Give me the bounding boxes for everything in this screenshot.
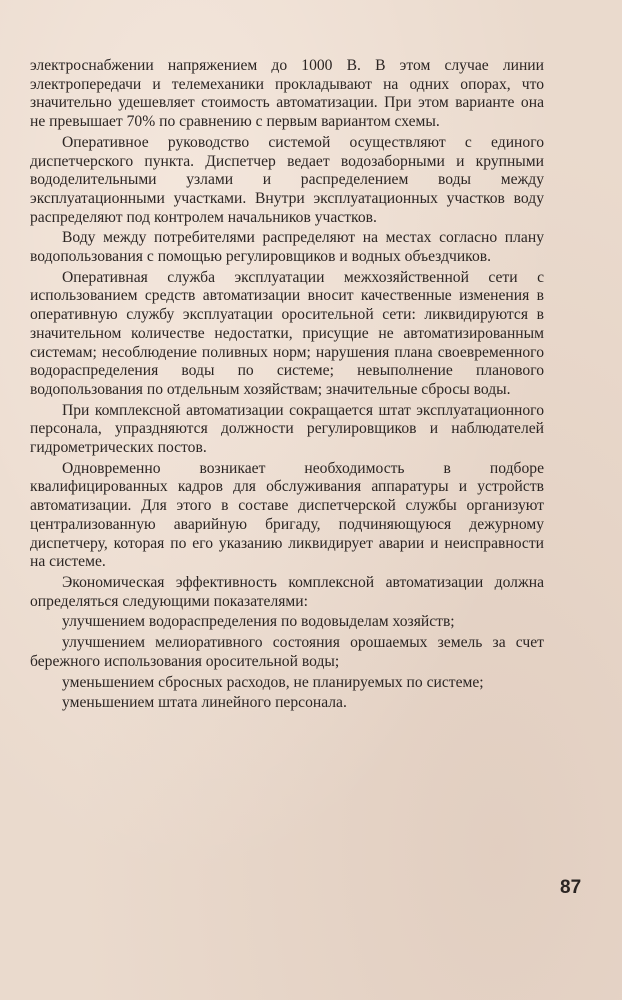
list-item: уменьшением сбросных расходов, не планируемых по системе; xyxy=(62,673,484,691)
list-item: улучшением мелиоративного состояния орошаемых земель за счет бережного использования оросительной воды; xyxy=(30,634,544,670)
paragraph: При комплексной автоматизации сокращается штат эксплуатационного персонала, упраздняются должности регулировщиков и наблюдателей гидрометрических постов. xyxy=(30,401,544,457)
paragraph: Оперативное руководство системой осуществляют с единого диспетчерского пункта. Диспетчер ведает водозаборными и крупными вододелительными узлами и распределением воды между эксплуатационными участками. Внутри эксплуатационных участков воду распределяют под контролем начальников участков. xyxy=(30,133,544,226)
body-text xyxy=(30,57,544,713)
paragraph: Одновременно возникает необходимость в подборе квалифицированных кадров для обслуживания аппаратуры и устройств автоматизации. Для этого в составе диспетчерской службы организуют централизованную аварийную бригаду, подчиняющуюся дежурному диспетчеру, которая по его указанию ликвидирует аварии и неисправности на системе. xyxy=(30,459,544,571)
paragraph-continuation: электроснабжении напряжением до 1000 В. В этом случае линии электропередачи и телемеханики прокладывают на одних опорах, что значительно удешевляет стоимость автоматизации. При этом варианте она не превышает 70% по сравнению с первым вариантом схемы. xyxy=(30,57,544,131)
list-item: уменьшением штата линейного персонала. xyxy=(62,694,347,712)
paragraph: Оперативная служба эксплуатации межхозяйственной сети с использованием средств автоматизации вносит качественные изменения в оперативную службу эксплуатации оросительной сети: ликвидируются в значительном количестве недостатки, присущие не автоматизированным системам; несоблюдение поливных норм; нарушения плана своевременного водораспределения воды по системе; невыполнение планового водопользования по отдельным хозяйствам; значительные сбросы воды. xyxy=(30,268,544,398)
list-item: улучшением водораспределения по водовыделам хозяйств; xyxy=(62,613,455,631)
paragraph: Экономическая эффективность комплексной автоматизации должна определяться следующими показателями: xyxy=(30,573,544,610)
paragraph: Воду между потребителями распределяют на местах согласно плану водопользования с помощью регулировщиков и водных объездчиков. xyxy=(30,229,544,266)
page-number: 87 xyxy=(560,877,582,898)
